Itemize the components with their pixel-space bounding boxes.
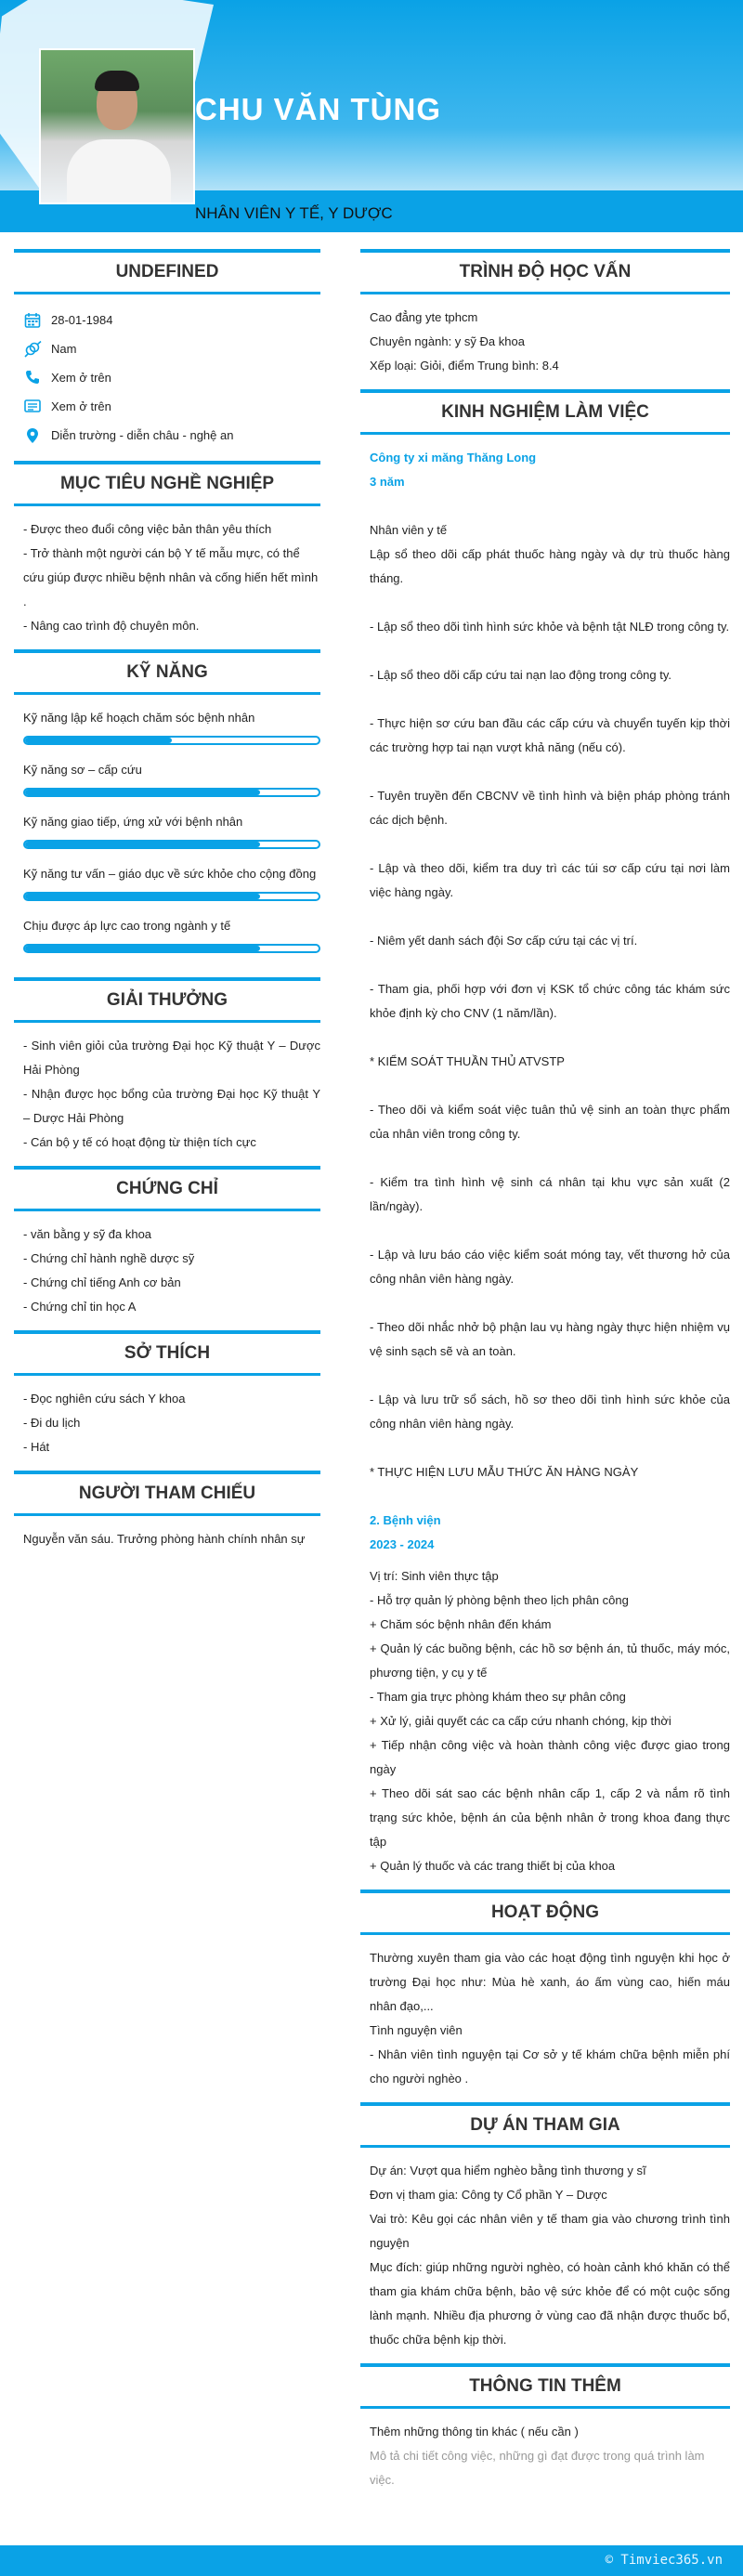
birthdate-row — [23, 306, 320, 334]
contact-heading: UNDEFINED — [14, 249, 320, 294]
project-line: Vai trò: Kêu gọi các nhân viên y tế tham gia vào chương trình tình nguyện — [370, 2212, 730, 2250]
duty-line: - Tuyên truyền đến CBCNV về tình hình và biện pháp phòng tránh các dịch bệnh. — [370, 789, 730, 827]
education-line: Chuyên ngành: y sỹ Đa khoa — [370, 334, 525, 348]
skill-item — [23, 706, 320, 745]
spacer — [370, 1364, 730, 1388]
skill-bar-fill — [25, 946, 260, 951]
address-row — [23, 421, 320, 450]
objective-line: - Trở thành một người cán bộ Y tế mẫu mực, có thể cứu giúp được nhiều bệnh nhân và cống hiến hết mình . — [23, 546, 319, 608]
duty-line: Lập sổ theo dõi cấp phát thuốc hàng ngày và dự trù thuốc hàng tháng. — [370, 547, 730, 585]
job1-role: Nhân viên y tế — [370, 523, 448, 537]
job2-company: 2. Bệnh viện — [370, 1513, 441, 1527]
spacer — [370, 687, 730, 712]
certificate-item: - Chứng chỉ tiếng Anh cơ bản — [23, 1275, 181, 1289]
birthdate-text: 28-01-1984 — [51, 312, 113, 327]
projects-section — [360, 2159, 730, 2363]
footer-bar — [0, 2545, 743, 2576]
projects-heading: DỰ ÁN THAM GIA — [360, 2102, 730, 2148]
education-line: Cao đẳng yte tphcm — [370, 310, 478, 324]
spacer — [370, 1484, 730, 1509]
skill-bar — [23, 840, 320, 849]
duty-line: - Thực hiện sơ cứu ban đầu các cấp cứu và chuyển tuyến kịp thời các trường hợp tai nạn vượt khả năng (nếu có). — [370, 716, 730, 754]
skill-item — [23, 810, 320, 849]
certificates-heading: CHỨNG CHỈ — [14, 1166, 320, 1211]
skill-label: Chịu được áp lực cao trong ngành y tế — [23, 919, 231, 933]
spacer — [370, 1219, 730, 1243]
skill-item — [23, 758, 320, 797]
job1-duties — [370, 543, 730, 1509]
duty-line: + Quản lý các buồng bệnh, các hồ sơ bệnh án, tủ thuốc, máy móc, phương tiện, y cụ y tế — [370, 1641, 730, 1680]
skill-bar-fill — [25, 790, 260, 795]
extra-heading: THÔNG TIN THÊM — [360, 2363, 730, 2409]
project-line: Mục đích: giúp những người nghèo, có hoàn cảnh khó khăn có thể tham gia khám chữa bệnh, bảo vệ sức khỏe để có một cuộc sống lành mạnh. Nhiều địa phương ở vùng cao đã nhận được thuốc bổ, thuốc chữa bệnh kịp thời. — [370, 2260, 730, 2347]
duty-line: + Xử lý, giải quyết các ca cấp cứu nhanh chóng, kịp thời — [370, 1714, 671, 1728]
hobby-item: - Đi du lịch — [23, 1416, 81, 1430]
location-icon — [23, 427, 42, 444]
extra-section — [360, 2420, 730, 2504]
duty-line: - Lập và lưu trữ sổ sách, hồ sơ theo dõi tình hình sức khỏe của công nhân viên hàng ngày. — [370, 1393, 730, 1431]
certificate-item: - văn bằng y sỹ đa khoa — [23, 1227, 152, 1241]
certificates-section — [14, 1223, 320, 1330]
email-row — [23, 392, 320, 421]
avatar — [39, 48, 195, 204]
duty-line: + Chăm sóc bệnh nhân đến khám — [370, 1617, 552, 1631]
job2-duties — [370, 1589, 730, 1878]
job2-role: Vị trí: Sinh viên thực tập — [370, 1569, 499, 1583]
activities-section — [360, 1946, 730, 2102]
spacer — [370, 1291, 730, 1315]
right-column — [360, 249, 730, 2504]
duty-line: - Kiểm tra tình hình vệ sinh cá nhân tại khu vực sản xuất (2 lần/ngày). — [370, 1175, 730, 1213]
spacer — [370, 1557, 730, 1564]
duty-line: - Lập và theo dõi, kiểm tra duy trì các túi sơ cấp cứu tại nơi làm việc hàng ngày. — [370, 861, 730, 899]
avatar-body — [67, 139, 171, 204]
duty-line: - Niêm yết danh sách đội Sơ cấp cứu tại các vị trí. — [370, 934, 638, 948]
experience-section — [360, 446, 730, 1890]
skill-item — [23, 862, 320, 901]
certificate-item: - Chứng chỉ hành nghề dược sỹ — [23, 1251, 195, 1265]
skill-bar-fill — [25, 842, 260, 847]
extra-placeholder: Mô tả chi tiết công việc, những gì đạt được trong quá trình làm việc. — [370, 2449, 705, 2487]
project-line: Đơn vị tham gia: Công ty Cổ phần Y – Dược — [370, 2188, 607, 2202]
skill-bar — [23, 944, 320, 953]
objective-section — [14, 517, 320, 649]
job2-duration: 2023 - 2024 — [370, 1537, 435, 1551]
spacer — [370, 639, 730, 663]
awards-heading: GIẢI THƯỞNG — [14, 977, 320, 1023]
gender-icon — [23, 341, 42, 358]
spacer — [370, 1026, 730, 1050]
calendar-icon — [23, 312, 42, 329]
skill-label: Kỹ năng tư vấn – giáo dục về sức khỏe cho cộng đồng — [23, 867, 317, 881]
gender-row — [23, 334, 320, 363]
email-icon — [23, 399, 42, 415]
phone-icon — [23, 370, 42, 386]
skill-bar-fill — [25, 894, 260, 899]
hobbies-heading: SỞ THÍCH — [14, 1330, 320, 1376]
left-column — [14, 249, 320, 1563]
certificate-item: - Chứng chỉ tin học A — [23, 1300, 137, 1314]
phone-text: Xem ở trên — [51, 370, 111, 385]
education-section — [360, 306, 730, 389]
hobby-item: - Hát — [23, 1440, 50, 1454]
project-line: Dự án: Vượt qua hiểm nghèo bằng tình thương y sĩ — [370, 2164, 646, 2177]
duty-line: * KIỂM SOÁT THUẦN THỦ ATVSTP — [370, 1054, 565, 1068]
award-item: - Nhận được học bổng của trường Đại học Kỹ thuật Y – Dược Hải Phòng — [23, 1087, 320, 1125]
awards-section — [14, 1034, 320, 1166]
email-text: Xem ở trên — [51, 399, 111, 413]
address-text: Diễn trường - diễn châu - nghệ an — [51, 427, 234, 442]
spacer — [370, 591, 730, 615]
duty-line: + Tiếp nhận công việc và hoàn thành công việc được giao trong ngày — [370, 1738, 730, 1776]
duty-line: + Quản lý thuốc và các trang thiết bị của khoa — [370, 1859, 616, 1873]
spacer — [370, 832, 730, 856]
skill-bar — [23, 788, 320, 797]
job1-company: Công ty xi măng Thăng Long — [370, 451, 537, 464]
reference-heading: NGƯỜI THAM CHIẾU — [14, 1471, 320, 1516]
duty-line: + Theo dõi sát sao các bệnh nhân cấp 1, cấp 2 và nắm rõ tình trạng sức khỏe, bệnh án của bệnh nhân ở trong khoa đang thực tập — [370, 1786, 730, 1849]
reference-section — [14, 1527, 320, 1563]
spacer — [370, 494, 730, 518]
job1-duration: 3 năm — [370, 475, 405, 489]
spacer — [370, 1436, 730, 1460]
hobbies-section — [14, 1387, 320, 1471]
education-line: Xếp loại: Giỏi, điểm Trung bình: 8.4 — [370, 359, 559, 373]
experience-heading: KINH NGHIỆM LÀM VIỆC — [360, 389, 730, 435]
spacer — [370, 953, 730, 977]
duty-line: * THỰC HIỆN LƯU MẪU THỨC ĂN HÀNG NGÀY — [370, 1465, 639, 1479]
education-heading: TRÌNH ĐỘ HỌC VẤN — [360, 249, 730, 294]
skill-label: Kỹ năng lập kế hoạch chăm sóc bệnh nhân — [23, 711, 255, 725]
spacer — [370, 905, 730, 929]
objective-heading: MỤC TIÊU NGHỀ NGHIỆP — [14, 461, 320, 506]
candidate-name: CHU VĂN TÙNG — [195, 92, 441, 126]
skill-bar — [23, 892, 320, 901]
extra-line: Thêm những thông tin khác ( nếu cần ) — [370, 2425, 579, 2439]
avatar-hair — [95, 71, 139, 91]
skill-label: Kỹ năng sơ – cấp cứu — [23, 763, 142, 777]
objective-line: - Được theo đuổi công việc bản thân yêu thích — [23, 522, 272, 536]
duty-line: - Tham gia, phối hợp với đơn vị KSK tổ chức công tác khám sức khỏe định kỳ cho CNV (1 năm/lần). — [370, 982, 730, 1020]
activity-line: - Nhân viên tình nguyện tại Cơ sở y tế khám chữa bệnh miễn phí cho người nghèo . — [370, 2047, 730, 2086]
award-item: - Cán bộ y tế có hoạt động từ thiện tích cực — [23, 1135, 256, 1149]
copyright-text: © Timviec365.vn — [605, 2553, 723, 2568]
skills-section — [14, 706, 320, 977]
skills-heading: KỸ NĂNG — [14, 649, 320, 695]
hobby-item: - Đọc nghiên cứu sách Y khoa — [23, 1392, 186, 1406]
gender-text: Nam — [51, 341, 77, 356]
objective-line: - Nâng cao trình độ chuyên môn. — [23, 619, 200, 633]
spacer — [370, 760, 730, 784]
contact-section — [14, 306, 320, 461]
spacer — [370, 1146, 730, 1170]
activity-line: Thường xuyên tham gia vào các hoạt động tình nguyện khi học ở trường Đại học như: Mùa hè xanh, áo ấm vùng cao, hiến máu nhân đạo,... — [370, 1951, 730, 2013]
spacer — [370, 1074, 730, 1098]
activities-heading: HOẠT ĐỘNG — [360, 1890, 730, 1935]
skill-bar — [23, 736, 320, 745]
duty-line: - Tham gia trực phòng khám theo sự phân công — [370, 1690, 626, 1704]
activity-line: Tình nguyện viên — [370, 2023, 463, 2037]
duty-line: - Lập sổ theo dõi cấp cứu tai nạn lao động trong công ty. — [370, 668, 672, 682]
duty-line: - Hỗ trợ quản lý phòng bệnh theo lịch phân công — [370, 1593, 629, 1607]
skill-label: Kỹ năng giao tiếp, ứng xử với bệnh nhân — [23, 815, 243, 829]
duty-line: - Lập sổ theo dõi tình hình sức khỏe và bệnh tật NLĐ trong công ty. — [370, 620, 730, 634]
skill-bar-fill — [25, 738, 172, 743]
duty-line: - Lập và lưu báo cáo việc kiểm soát móng tay, vết thương hở của công nhân viên hàng ngày. — [370, 1248, 730, 1286]
award-item: - Sinh viên giỏi của trường Đại học Kỹ thuật Y – Dược Hải Phòng — [23, 1039, 320, 1077]
phone-row — [23, 363, 320, 392]
duty-line: - Theo dõi và kiểm soát việc tuân thủ vệ sinh an toàn thực phẩm của nhân viên trong công ty. — [370, 1103, 730, 1141]
job-title: NHÂN VIÊN Y TẾ, Y DƯỢC — [195, 204, 393, 222]
skill-item — [23, 914, 320, 953]
duty-line: - Theo dõi nhắc nhở bộ phận lau vụ hàng ngày thực hiện nhiệm vụ vệ sinh sạch sẽ và an toàn. — [370, 1320, 730, 1358]
reference-text: Nguyễn văn sáu. Trưởng phòng hành chính nhân sự — [23, 1532, 306, 1546]
